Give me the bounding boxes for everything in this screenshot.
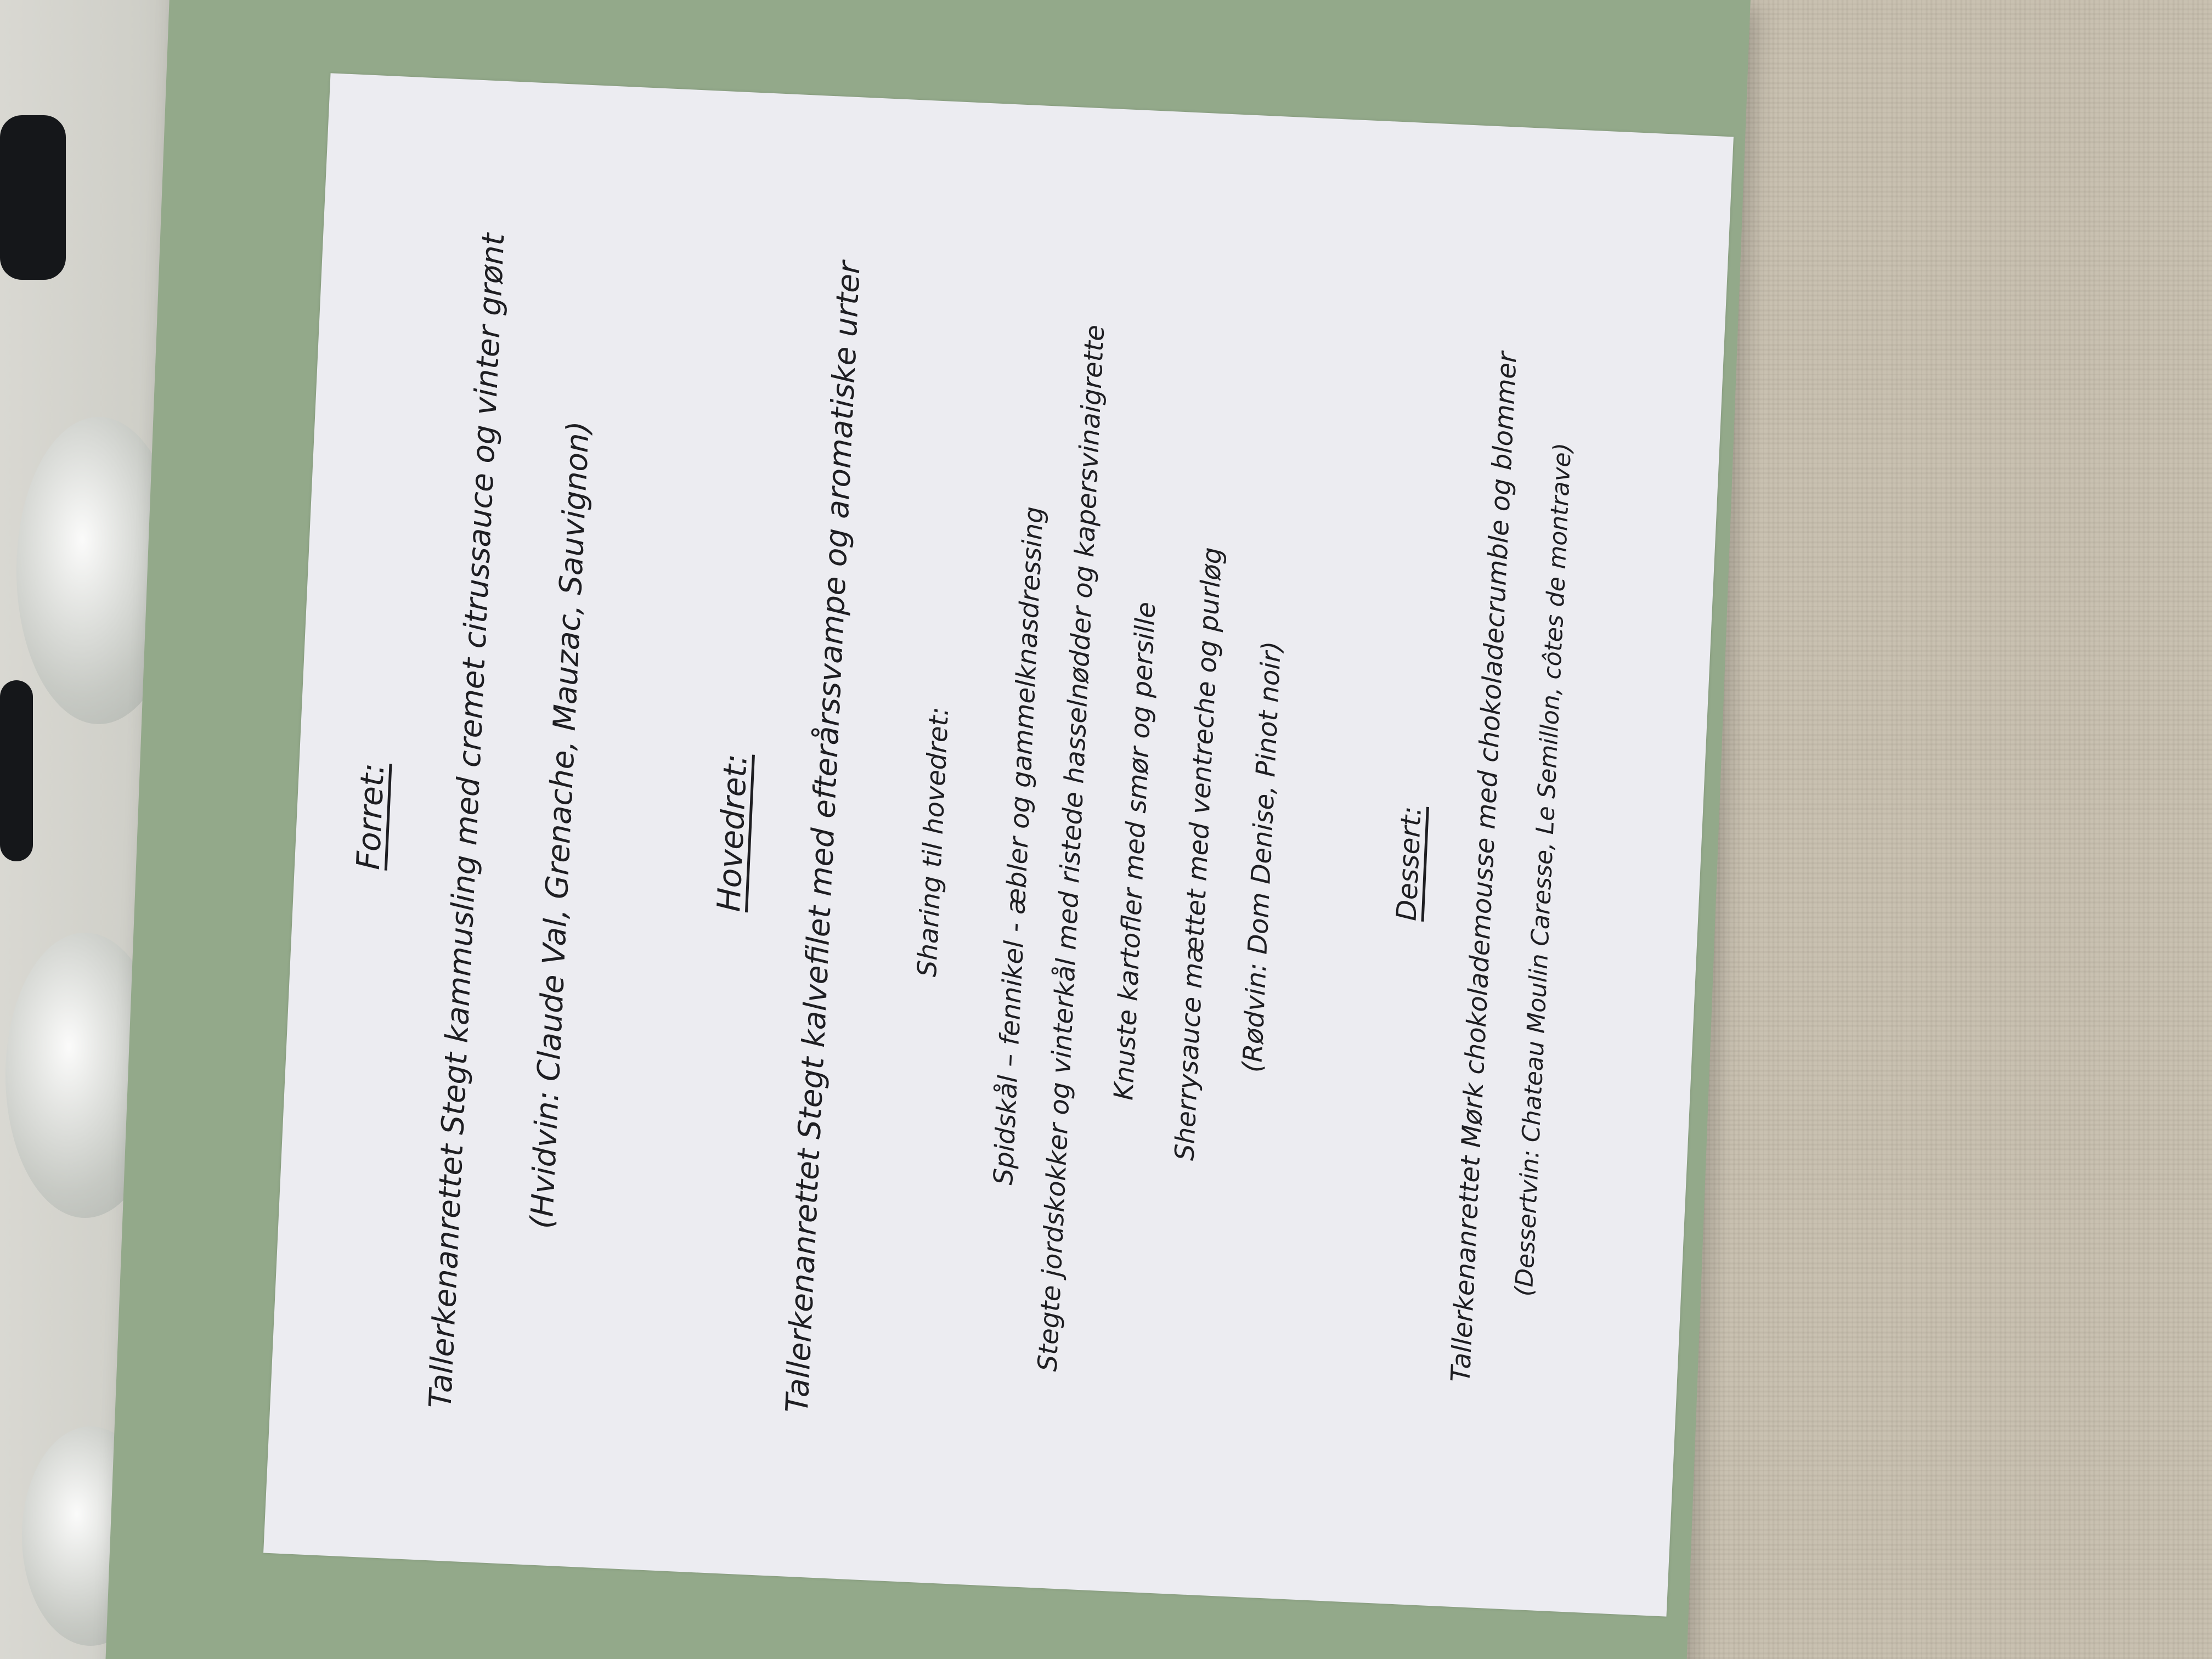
dessert-heading: Dessert: bbox=[1390, 805, 1427, 922]
dark-object-decoration bbox=[0, 680, 33, 861]
menu-text bbox=[287, 112, 1710, 1577]
dark-object-decoration bbox=[0, 115, 66, 280]
sharing-title: Sharing til hovedret: bbox=[911, 706, 955, 978]
sharing-side-item: Knuste kartofler med smør og persille bbox=[1108, 601, 1162, 1101]
forret-dish: Tallerkenanrettet Stegt kammusling med cremet citrussauce og vinter grønt bbox=[422, 232, 512, 1409]
forret-heading: Forret: bbox=[349, 762, 392, 871]
menu-paper bbox=[263, 73, 1734, 1616]
sharing-side-item: Stegte jordskokker og vinterkål med ristede hasselnødder og kapersvinaigrette bbox=[1032, 324, 1111, 1373]
hovedret-heading: Hovedret: bbox=[710, 753, 754, 913]
dessert-dish: Tallerkenanrettet Mørk chokolademousse med chokoladecrumble og blommer bbox=[1445, 351, 1523, 1383]
dessert-wine: (Dessertvin: Chateau Moulin Caresse, Le Semillon, côtes de montrave) bbox=[1510, 442, 1577, 1297]
hovedret-wine: (Rødvin: Dom Denise, Pinot noir) bbox=[1237, 640, 1288, 1074]
hovedret-section bbox=[681, 131, 1309, 1559]
hovedret-dish: Tallerkenanrettet Stegt kalvefilet med efterårssvampe og aromatiske urter bbox=[779, 260, 867, 1414]
forret-wine: (Hvidvin: Claude Val, Grenache, Mauzac, Sauvignon) bbox=[524, 420, 597, 1230]
sharing-side-item: Spidskål – fennikel - æbler og gammelknasdressing bbox=[988, 506, 1050, 1186]
sharing-side-item: Sherrysauce mættet med ventreche og purløg bbox=[1169, 546, 1228, 1161]
forret-section bbox=[320, 114, 610, 1527]
dessert-section bbox=[1361, 161, 1589, 1572]
